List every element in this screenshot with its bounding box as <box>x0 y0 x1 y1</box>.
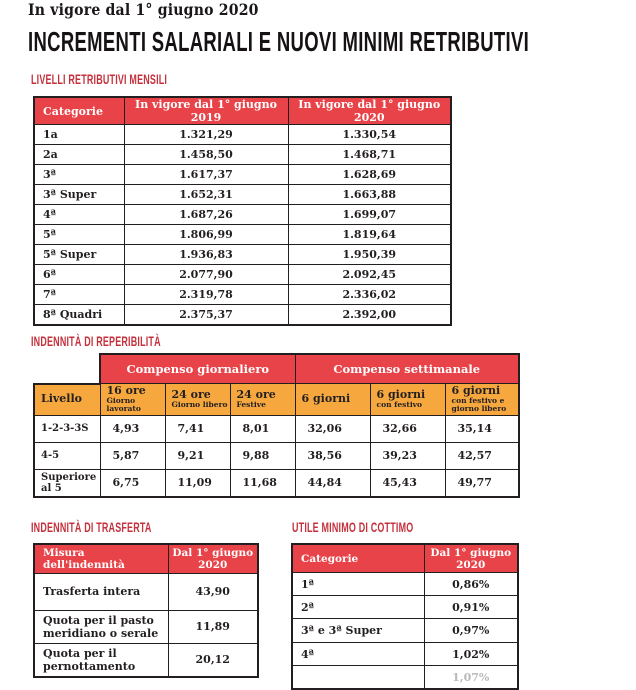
column-header-2020: In vigore dal 1° giugno 2020 <box>288 97 451 125</box>
table-header-row <box>292 544 518 573</box>
section-heading-trasferta: INDENNITÀ DI TRASFERTA <box>31 519 152 535</box>
column-header-6giorni <box>295 384 370 416</box>
header-label: Livello <box>41 392 82 406</box>
column-header-24ore-libero <box>165 384 230 416</box>
cell-value: 44,84 <box>295 469 370 497</box>
cell-value: 49,77 <box>445 469 519 497</box>
cell-2020: 1.663,88 <box>288 185 451 205</box>
header-label: 6 giorni <box>301 392 351 406</box>
section-heading-cottimo: UTILE MINIMO DI COTTIMO <box>292 519 414 535</box>
column-header-categorie: Categorie <box>34 97 124 125</box>
section-heading-livelli: LIVELLI RETRIBUTIVI MENSILI <box>31 71 168 87</box>
cell-label: 2ª <box>292 596 424 619</box>
table-row <box>34 205 451 225</box>
table-cottimo <box>291 543 519 690</box>
cell-2019: 1.652,31 <box>124 185 288 205</box>
table-header-row <box>34 544 258 574</box>
header-label: 16 ore <box>106 384 146 398</box>
header-sublabel: Giorno lavorato <box>106 396 141 414</box>
cell-categoria: 3ª <box>34 165 124 185</box>
table-row <box>292 573 518 596</box>
column-header-data: Dal 1° giugno 2020 <box>424 544 518 573</box>
table-row <box>34 305 451 326</box>
column-header-24ore-festive <box>230 384 295 416</box>
table-row <box>34 145 451 165</box>
table-row-partial <box>292 666 518 690</box>
cell-label: 4ª <box>292 643 424 666</box>
table-row <box>34 574 258 611</box>
cell-label: Quota per il pernottamento <box>34 644 168 678</box>
group-header-giornaliero: Compenso giornaliero <box>100 354 295 384</box>
table-row <box>34 245 451 265</box>
cell-2019: 2.319,78 <box>124 285 288 305</box>
cell-2020: 1.950,39 <box>288 245 451 265</box>
empty-corner-cell <box>34 354 100 384</box>
cell-value: 39,23 <box>370 442 445 469</box>
table-row <box>34 644 258 678</box>
table-row <box>34 165 451 185</box>
column-header-6giorni-festivo-libero <box>445 384 519 416</box>
cell-categoria: 4ª <box>34 205 124 225</box>
cell-value: 32,06 <box>295 415 370 442</box>
group-header-row <box>34 354 519 384</box>
cell-2020: 2.392,00 <box>288 305 451 326</box>
column-header-6giorni-festivo <box>370 384 445 416</box>
cell-label: Quota per il pasto meridiano o serale <box>34 611 168 644</box>
cell-categoria: 2a <box>34 145 124 165</box>
cell-2019: 1.936,83 <box>124 245 288 265</box>
cell-2020: 1.628,69 <box>288 165 451 185</box>
cell-value: 1,02% <box>424 643 518 666</box>
cell-categoria: 5ª <box>34 225 124 245</box>
column-header-categorie: Categorie <box>292 544 424 573</box>
header-label: 24 ore <box>236 388 276 402</box>
cell-value: 32,66 <box>370 415 445 442</box>
cell-label: Trasferta intera <box>34 574 168 611</box>
cell-categoria: 6ª <box>34 265 124 285</box>
cell-categoria: 8ª Quadri <box>34 305 124 326</box>
cell-value: 11,09 <box>165 469 230 497</box>
cell-value: 38,56 <box>295 442 370 469</box>
header-sublabel: con festivo <box>376 400 423 410</box>
cell-2020: 1.330,54 <box>288 125 451 145</box>
cell-2020: 1.468,71 <box>288 145 451 165</box>
header-label: 24 ore <box>171 388 211 402</box>
group-header-settimanale: Compenso settimanale <box>295 354 519 384</box>
table-row <box>292 596 518 619</box>
header-label: 6 giorni <box>376 388 426 402</box>
cell-2019: 1.687,26 <box>124 205 288 225</box>
cell-categoria: 1a <box>34 125 124 145</box>
table-row <box>34 415 519 442</box>
column-header-data: Dal 1° giugno 2020 <box>168 544 258 574</box>
cell-value: 9,21 <box>165 442 230 469</box>
cell-value: 0,86% <box>424 573 518 596</box>
cell-label: 1ª <box>292 573 424 596</box>
cell-livello: 4-5 <box>34 442 100 469</box>
cell-value: 6,75 <box>100 469 165 497</box>
column-header-2019: In vigore dal 1° giugno 2019 <box>124 97 288 125</box>
cell-categoria: 3ª Super <box>34 185 124 205</box>
cell-2019: 2.077,90 <box>124 265 288 285</box>
column-header-16ore <box>100 384 165 416</box>
cell-value: 45,43 <box>370 469 445 497</box>
cell-value: 4,93 <box>100 415 165 442</box>
header-sublabel: con festivo e giorno libero <box>451 396 507 414</box>
table-reperibilita <box>33 353 520 498</box>
cell-value: 8,01 <box>230 415 295 442</box>
cell-value: 11,89 <box>168 611 258 644</box>
cell-2020: 2.092,45 <box>288 265 451 285</box>
column-header-misura: Misura dell'indennità <box>34 544 168 574</box>
table-livelli-retributivi <box>33 96 452 326</box>
table-row <box>34 265 451 285</box>
table-row <box>292 643 518 666</box>
cell-2019: 1.321,29 <box>124 125 288 145</box>
cell-categoria: 5ª Super <box>34 245 124 265</box>
cell-label <box>292 666 424 690</box>
cell-value: 9,88 <box>230 442 295 469</box>
table-row <box>34 225 451 245</box>
cell-value: 20,12 <box>168 644 258 678</box>
page-title: INCREMENTI SALARIALI E NUOVI MINIMI RETRIBUTIVI <box>28 26 530 57</box>
header-sublabel: Giorno libero <box>171 400 228 410</box>
cell-2019: 1.458,50 <box>124 145 288 165</box>
cell-livello: 1-2-3-3S <box>34 415 100 442</box>
table-row <box>34 185 451 205</box>
cell-value: 5,87 <box>100 442 165 469</box>
column-header-row <box>34 384 519 416</box>
cell-livello: Superiore al 5 <box>34 469 100 497</box>
section-heading-reperibilita: INDENNITÀ DI REPERIBILITÀ <box>31 333 161 349</box>
table-row <box>34 285 451 305</box>
cell-value: 43,90 <box>168 574 258 611</box>
cell-2019: 1.806,99 <box>124 225 288 245</box>
cell-value: 1,07% <box>424 666 518 690</box>
cell-value: 35,14 <box>445 415 519 442</box>
header-sublabel: Festive <box>236 400 266 410</box>
table-row <box>34 611 258 644</box>
table-header-row <box>34 97 451 125</box>
column-header-livello <box>34 384 100 416</box>
cell-categoria: 7ª <box>34 285 124 305</box>
table-row <box>34 469 519 497</box>
table-row <box>34 125 451 145</box>
cell-2020: 1.699,07 <box>288 205 451 225</box>
cell-2020: 1.819,64 <box>288 225 451 245</box>
cell-value: 7,41 <box>165 415 230 442</box>
cell-value: 0,97% <box>424 619 518 643</box>
cell-value: 11,68 <box>230 469 295 497</box>
table-trasferta <box>33 543 259 678</box>
cell-2019: 2.375,37 <box>124 305 288 326</box>
cell-value: 42,57 <box>445 442 519 469</box>
cell-label: 3ª e 3ª Super <box>292 619 424 643</box>
header-label: 6 giorni <box>451 384 501 398</box>
pretitle: In vigore dal 1° giugno 2020 <box>28 0 259 19</box>
cell-2019: 1.617,37 <box>124 165 288 185</box>
cell-value: 0,91% <box>424 596 518 619</box>
table-row <box>292 619 518 643</box>
table-row <box>34 442 519 469</box>
cell-2020: 2.336,02 <box>288 285 451 305</box>
